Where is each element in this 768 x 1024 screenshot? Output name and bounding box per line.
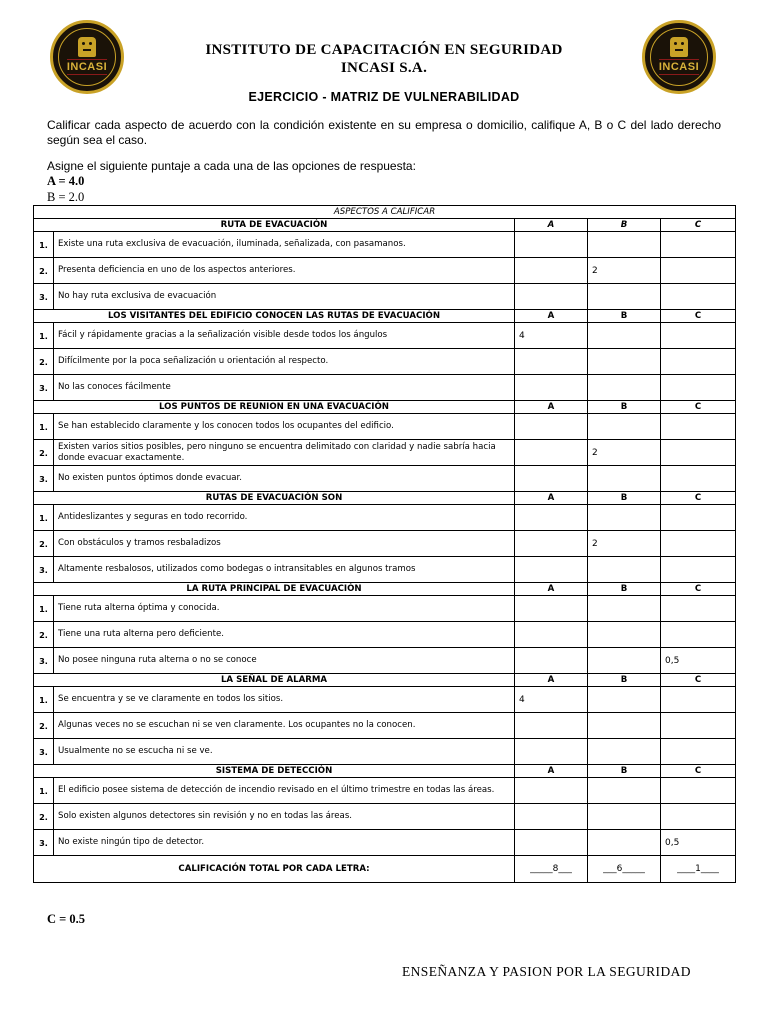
item-row [34,596,736,622]
item-description: Difícilmente por la poca señalización u orientación al respecto. [54,349,515,375]
item-row [34,440,736,466]
score-cell-b[interactable] [588,713,661,739]
item-number: 2. [34,531,54,557]
item-number: 2. [34,622,54,648]
score-cell-a[interactable] [515,531,588,557]
score-cell-a[interactable] [515,596,588,622]
section-header-row [34,401,736,414]
score-cell-b[interactable] [588,557,661,583]
item-description: No hay ruta exclusiva de evacuación [54,284,515,310]
score-cell-a[interactable] [515,648,588,674]
item-description: Tiene ruta alterna óptima y conocida. [54,596,515,622]
score-cell-b[interactable] [588,232,661,258]
section-title: SISTEMA DE DETECCIÓN [34,765,515,778]
section-header-row [34,674,736,687]
score-cell-c[interactable] [661,466,736,492]
item-row [34,323,736,349]
score-cell-c[interactable] [661,440,736,466]
item-row [34,284,736,310]
score-cell-b[interactable] [588,414,661,440]
item-number: 1. [34,596,54,622]
column-letter-b: B [588,401,661,414]
item-row [34,505,736,531]
item-row [34,466,736,492]
matrix-caption: ASPECTOS A CALIFICAR [34,206,736,219]
section-title: LA SEÑAL DE ALARMA [34,674,515,687]
column-letter-b: B [588,310,661,323]
score-cell-b[interactable]: 2 [588,258,661,284]
item-number: 3. [34,375,54,401]
score-cell-a[interactable] [515,440,588,466]
section-title: LOS VISITANTES DEL EDIFICIO CONOCEN LAS RUTAS DE EVACUACIÓN [34,310,515,323]
item-number: 1. [34,414,54,440]
item-number: 1. [34,687,54,713]
total-a[interactable]: _____8___ [515,856,588,883]
column-letter-c: C [661,492,736,505]
item-number: 2. [34,349,54,375]
score-cell-c[interactable] [661,531,736,557]
column-letter-b: B [588,765,661,778]
item-row [34,557,736,583]
score-cell-a[interactable] [515,713,588,739]
score-cell-c[interactable] [661,323,736,349]
item-number: 3. [34,284,54,310]
score-cell-a[interactable] [515,830,588,856]
item-row [34,778,736,804]
score-cell-a[interactable] [515,804,588,830]
score-cell-a[interactable] [515,284,588,310]
column-letter-c: C [661,401,736,414]
score-c: C = 0.5 [47,912,86,926]
item-row [34,258,736,284]
score-cell-c[interactable] [661,505,736,531]
item-row [34,804,736,830]
section-header-row [34,492,736,505]
column-letter-c: C [661,674,736,687]
score-cell-a[interactable] [515,778,588,804]
score-cell-b[interactable] [588,648,661,674]
column-letter-a: A [515,583,588,596]
item-row [34,713,736,739]
score-cell-b[interactable]: 2 [588,531,661,557]
item-number: 2. [34,440,54,466]
item-number: 1. [34,232,54,258]
item-row [34,648,736,674]
score-cell-b[interactable] [588,505,661,531]
score-cell-a[interactable] [515,232,588,258]
score-b: B = 2.0 [47,190,85,204]
item-description: Se encuentra y se ve claramente en todos los sitios. [54,687,515,713]
item-description: No posee ninguna ruta alterna o no se conoce [54,648,515,674]
score-cell-c[interactable] [661,596,736,622]
column-letter-b: B [588,492,661,505]
score-cell-c[interactable] [661,258,736,284]
score-cell-b[interactable]: 2 [588,440,661,466]
item-number: 3. [34,466,54,492]
score-cell-c[interactable] [661,557,736,583]
score-cell-a[interactable] [515,466,588,492]
column-letter-a: A [515,219,588,232]
score-cell-b[interactable] [588,323,661,349]
item-description: Usualmente no se escucha ni se ve. [54,739,515,765]
item-row [34,687,736,713]
item-description: Solo existen algunos detectores sin revisión y no en todas las áreas. [54,804,515,830]
logo-brand-text: INCASI [658,61,700,73]
item-row [34,531,736,557]
item-number: 3. [34,830,54,856]
item-number: 3. [34,739,54,765]
item-description: Presenta deficiencia en uno de los aspectos anteriores. [54,258,515,284]
item-description: Con obstáculos y tramos resbaladizos [54,531,515,557]
section-title: RUTAS DE EVACUACIÓN SON [34,492,515,505]
score-cell-a[interactable] [515,375,588,401]
item-row [34,622,736,648]
column-letter-c: C [661,765,736,778]
score-cell-a[interactable]: 4 [515,323,588,349]
score-cell-c[interactable] [661,375,736,401]
item-number: 2. [34,258,54,284]
column-letter-a: A [515,401,588,414]
item-number: 2. [34,804,54,830]
score-cell-c[interactable] [661,349,736,375]
item-description: No existen puntos óptimos donde evacuar. [54,466,515,492]
item-row [34,232,736,258]
section-header-row [34,310,736,323]
item-description: Tiene una ruta alterna pero deficiente. [54,622,515,648]
item-row [34,414,736,440]
logo-brand-text: INCASI [66,61,108,73]
score-cell-a[interactable] [515,258,588,284]
section-header-row [34,219,736,232]
vulnerability-matrix [33,205,736,883]
score-cell-b[interactable] [588,284,661,310]
score-cell-b[interactable] [588,596,661,622]
score-cell-b[interactable] [588,778,661,804]
score-cell-a[interactable] [515,622,588,648]
score-cell-b[interactable] [588,375,661,401]
item-row [34,349,736,375]
item-description: Algunas veces no se escuchan ni se ven claramente. Los ocupantes no la conocen. [54,713,515,739]
item-number: 1. [34,323,54,349]
column-letter-a: A [515,765,588,778]
item-number: 2. [34,713,54,739]
total-b[interactable]: ___6_____ [588,856,661,883]
score-cell-a[interactable] [515,349,588,375]
score-a: A = 4.0 [47,174,85,188]
score-cell-b[interactable] [588,830,661,856]
column-letter-a: A [515,674,588,687]
column-letter-c: C [661,219,736,232]
item-number: 3. [34,648,54,674]
score-cell-a[interactable] [515,505,588,531]
score-cell-b[interactable] [588,622,661,648]
column-letter-b: B [588,674,661,687]
section-title: RUTA DE EVACUACIÓN [34,219,515,232]
total-label: CALIFICACIÓN TOTAL POR CADA LETRA: [34,856,515,883]
score-cell-c[interactable] [661,687,736,713]
footer-slogan: ENSEÑANZA Y PASION POR LA SEGURIDAD [402,964,691,979]
section-header-row [34,765,736,778]
score-cell-b[interactable] [588,349,661,375]
score-cell-a[interactable]: 4 [515,687,588,713]
score-cell-c[interactable]: 0,5 [661,648,736,674]
score-cell-c[interactable] [661,778,736,804]
matrix-caption-row [34,206,736,219]
company-name: INCASI S.A. [340,60,428,76]
score-cell-b[interactable] [588,739,661,765]
instructions-paragraph: Calificar cada aspecto de acuerdo con la condición existente en su empresa o domicilio, califique A, B o C del lado derecho según sea el caso. [47,118,721,147]
score-cell-c[interactable] [661,414,736,440]
column-letter-c: C [661,583,736,596]
item-number: 3. [34,557,54,583]
item-number: 1. [34,778,54,804]
item-description: Fácil y rápidamente gracias a la señalización visible desde todos los ángulos [54,323,515,349]
column-letter-a: A [515,492,588,505]
score-cell-c[interactable]: 0,5 [661,830,736,856]
item-description: Existen varios sitios posibles, pero ninguno se encuentra delimitado con claridad y nadie sabría hacia donde evacuar exactamente. [54,440,515,466]
score-cell-a[interactable] [515,557,588,583]
section-title: LA RUTA PRINCIPAL DE EVACUACIÓN [34,583,515,596]
item-description: Existe una ruta exclusiva de evacuación, iluminada, señalizada, con pasamanos. [54,232,515,258]
total-c[interactable]: ____1____ [661,856,736,883]
exercise-title: EJERCICIO - MATRIZ DE VULNERABILIDAD [248,90,520,104]
item-description: El edificio posee sistema de detección de incendio revisado en el último trimestre en todas las áreas. [54,778,515,804]
column-letter-c: C [661,310,736,323]
column-letter-a: A [515,310,588,323]
item-row [34,739,736,765]
score-cell-c[interactable] [661,713,736,739]
score-cell-b[interactable] [588,466,661,492]
item-row [34,830,736,856]
item-description: Se han establecido claramente y los conocen todos los ocupantes del edificio. [54,414,515,440]
column-letter-b: B [588,583,661,596]
score-cell-a[interactable] [515,414,588,440]
score-cell-c[interactable] [661,804,736,830]
item-description: No las conoces fácilmente [54,375,515,401]
item-description: No existe ningún tipo de detector. [54,830,515,856]
score-cell-c[interactable] [661,622,736,648]
score-cell-c[interactable] [661,232,736,258]
item-row [34,375,736,401]
score-cell-c[interactable] [661,739,736,765]
score-cell-a[interactable] [515,739,588,765]
item-description: Altamente resbalosos, utilizados como bodegas o intransitables en algunos tramos [54,557,515,583]
section-title: LOS PUNTOS DE REUNION EN UNA EVACUACIÓN [34,401,515,414]
column-letter-b: B [588,219,661,232]
section-header-row [34,583,736,596]
total-row [34,856,736,883]
item-number: 1. [34,505,54,531]
score-cell-c[interactable] [661,284,736,310]
institute-name: INSTITUTO DE CAPACITACIÓN EN SEGURIDAD [205,42,563,58]
scoring-intro: Asigne el siguiente puntaje a cada una de las opciones de respuesta: [47,159,416,173]
score-cell-b[interactable] [588,804,661,830]
score-cell-b[interactable] [588,687,661,713]
item-description: Antideslizantes y seguras en todo recorrido. [54,505,515,531]
